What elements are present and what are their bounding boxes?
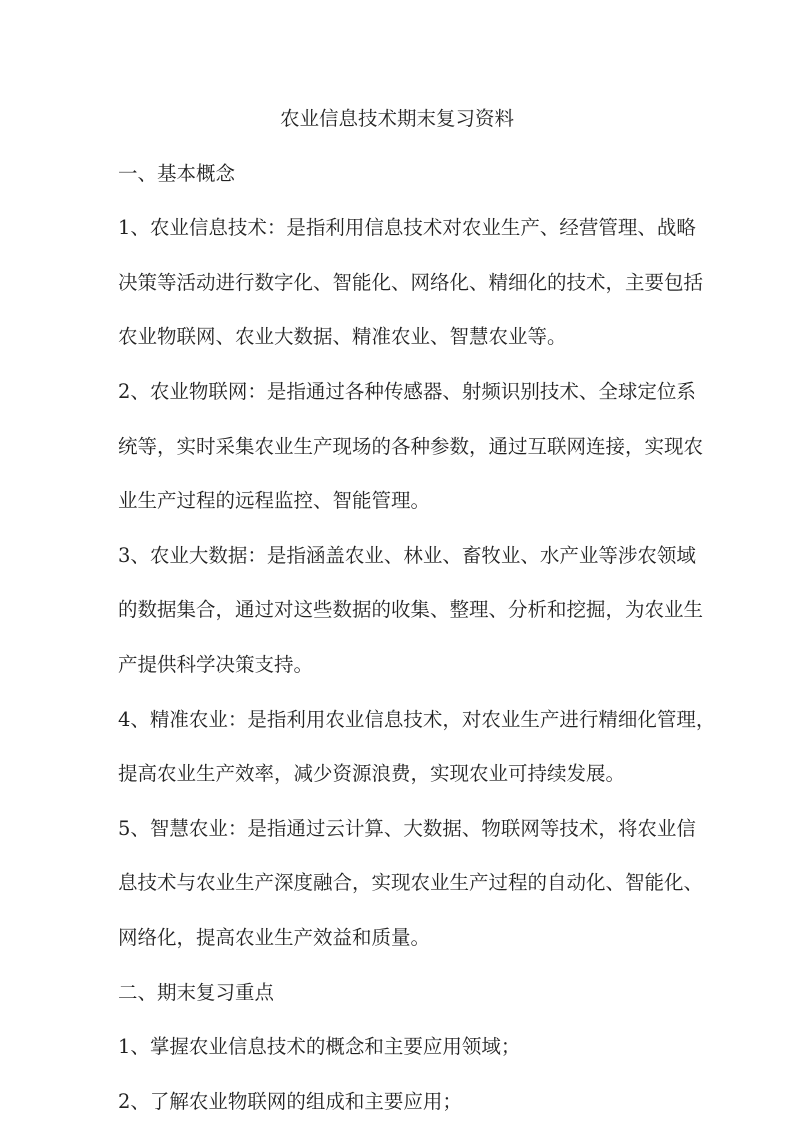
concept-paragraph [118, 365, 704, 529]
paragraph-line: 网络化，提高农业生产效益和质量。 [118, 925, 431, 949]
review-point-item: 2、了解农业物联网的组成和主要应用； [118, 1089, 462, 1113]
paragraph-line: 2、农业物联网：是指通过各种传感器、射频识别技术、全球定位系 [118, 379, 696, 403]
paragraph-line: 提高农业生产效率，减少资源浪费，实现农业可持续发展。 [118, 762, 626, 786]
paragraph-line: 决策等活动进行数字化、智能化、网络化、精细化的技术，主要包括 [118, 270, 704, 294]
section-heading-basic-concepts: 一、基本概念 [118, 161, 236, 185]
concept-paragraph [118, 529, 704, 693]
document-page [118, 92, 716, 1129]
paragraph-line: 5、智慧农业：是指通过云计算、大数据、物联网等技术，将农业信 [118, 816, 696, 840]
concept-paragraph [118, 201, 704, 365]
review-points-list [118, 1020, 676, 1129]
paragraph-line: 息技术与农业生产深度融合，实现农业生产过程的自动化、智能化、 [118, 871, 704, 895]
section-heading-review-points: 二、期末复习重点 [118, 980, 275, 1004]
paragraph-line: 业生产过程的远程监控、智能管理。 [118, 489, 431, 513]
concept-paragraph [118, 693, 716, 802]
paragraph-line: 3、农业大数据：是指涵盖农业、林业、畜牧业、水产业等涉农领域 [118, 543, 696, 567]
paragraph-line: 4、精准农业：是指利用农业信息技术，对农业生产进行精细化管理， [118, 707, 716, 731]
paragraph-line: 农业物联网、农业大数据、精准农业、智慧农业等。 [118, 325, 567, 349]
review-point-item: 1、掌握农业信息技术的概念和主要应用领域； [118, 1035, 521, 1059]
paragraph-line: 产提供科学决策支持。 [118, 652, 314, 676]
concept-paragraph [118, 802, 704, 966]
concept-paragraphs [118, 201, 716, 965]
paragraph-line: 统等，实时采集农业生产现场的各种参数，通过互联网连接，实现农 [118, 434, 704, 458]
paragraph-line: 1、农业信息技术：是指利用信息技术对农业生产、经营管理、战略 [118, 216, 696, 240]
paragraph-line: 的数据集合，通过对这些数据的收集、整理、分析和挖掘，为农业生 [118, 598, 704, 622]
document-title: 农业信息技术期末复习资料 [279, 107, 514, 130]
